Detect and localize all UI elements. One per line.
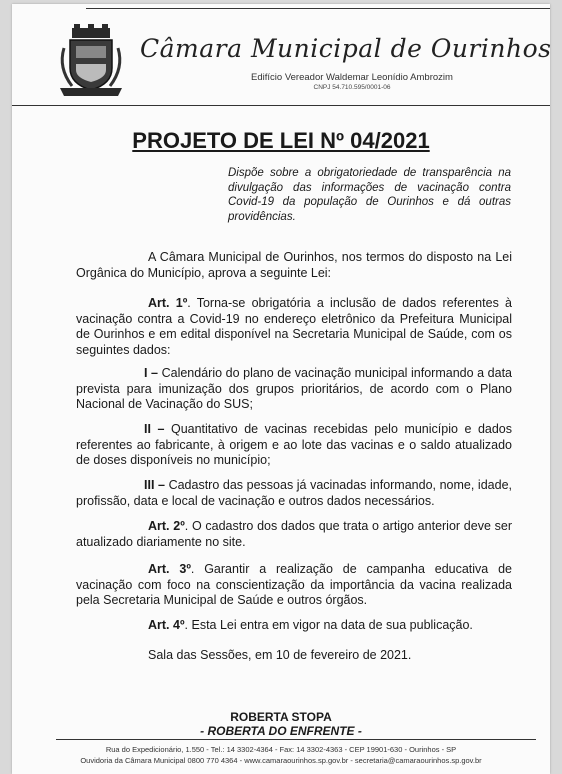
organization-building: Edifício Vereador Waldemar Leonídio Ambrozim [251, 72, 453, 83]
organization-cnpj: CNPJ 54.710.595/0001-06 [313, 84, 391, 91]
ementa: Dispõe sobre a obrigatoriedade de transparência na divulgação das informações de vacinação contra Covid-19 da população de Ourinhos e dá outras providências. [228, 167, 511, 223]
item-1-text: Calendário do plano de vacinação municipal informando a data prevista para imunização dos grupos prioritários, de acordo com o Plano Nacional de Vacinação do SUS; [76, 366, 512, 411]
footer-contact: Ouvidoria da Câmara Municipal 0800 770 4364 - www.camaraourinhos.sp.gov.br - secretaria@camaraourinhos.sp.gov.br [80, 756, 482, 765]
footer-divider [56, 739, 536, 740]
item-3 [76, 478, 512, 509]
signatory-role: - ROBERTA DO ENFRENTE - [200, 724, 362, 738]
item-2 [76, 422, 512, 469]
preamble: A Câmara Municipal de Ourinhos, nos termos do disposto na Lei Orgânica do Município, aprova a seguinte Lei: [76, 250, 512, 280]
article-2-label: Art. 2º [148, 519, 185, 533]
municipal-crest-icon [56, 24, 126, 102]
session-date: Sala das Sessões, em 10 de fevereiro de 2021. [148, 648, 412, 662]
article-3-text: . Garantir a realização de campanha educativa de vacinação com foco na conscientização da importância da vacina realizada pela Secretaria Municipal de Saúde e outros órgãos. [76, 562, 512, 607]
signatory-name: ROBERTA STOPA [230, 710, 332, 724]
item-3-text: Cadastro das pessoas já vacinadas informando, nome, idade, profissão, data e local de vacinação e outros dados necessários. [76, 478, 512, 508]
document-title: PROJETO DE LEI Nº 04/2021 [132, 128, 430, 153]
article-2 [76, 519, 512, 550]
article-2-text: . O cadastro dos dados que trata o artigo anterior deve ser atualizado diariamente no site. [76, 519, 512, 549]
article-3 [76, 562, 512, 609]
article-3-label: Art. 3º [148, 562, 191, 576]
item-2-text: Quantitativo de vacinas recebidas pelo município e dados referentes ao fabricante, à origem e ao lote das vacinas e o saldo atualizado de doses disponíveis no município; [76, 422, 512, 467]
organization-name: Câmara Municipal de Ourinhos [140, 34, 552, 63]
article-1-label: Art. 1º [148, 296, 188, 310]
item-3-label: III – [144, 478, 165, 492]
item-2-label: II – [144, 422, 165, 436]
header-divider [12, 105, 550, 106]
article-1 [76, 296, 512, 358]
item-1 [76, 366, 512, 413]
document-page [12, 4, 550, 774]
article-4 [76, 618, 512, 634]
item-1-label: I – [144, 366, 159, 380]
article-1-text: . Torna-se obrigatória a inclusão de dados referentes à vacinação contra a Covid-19 no endereço eletrônico da Prefeitura Municipal de Ourinhos e em edital disponível na Secretaria Municipal de Saúde, com os seguintes dados: [76, 296, 512, 357]
article-4-text: . Esta Lei entra em vigor na data de sua publicação. [184, 618, 473, 632]
article-4-label: Art. 4º [148, 618, 185, 632]
top-border-line [86, 8, 550, 9]
footer-address: Rua do Expedicionário, 1.550 - Tel.: 14 3302-4364 - Fax: 14 3302-4363 - CEP 19901-630 - Ourinhos - SP [105, 745, 457, 754]
